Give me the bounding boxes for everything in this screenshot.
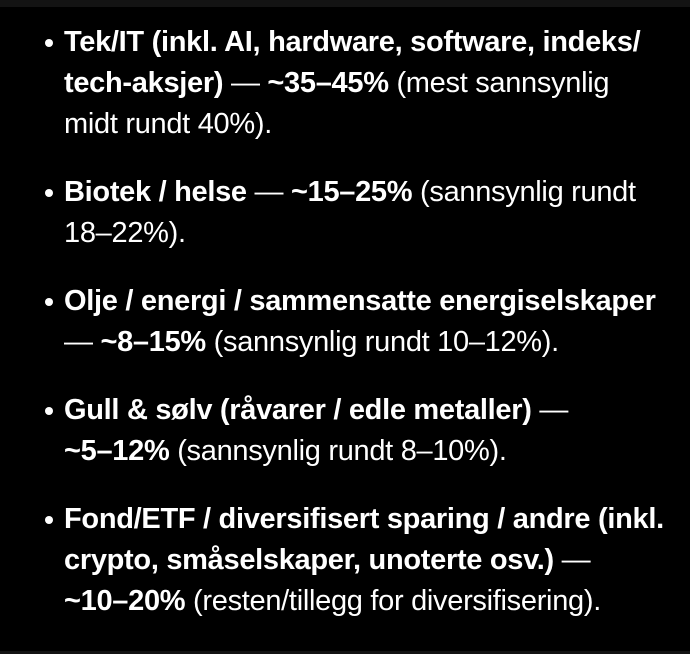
text-segment: (sannsynlig rundt 10–12%). xyxy=(205,326,559,358)
text-line xyxy=(64,104,690,145)
text-segment: — xyxy=(223,67,268,99)
bold-text-segment: Tek/IT (inkl. AI, hardware, software, indeks/ xyxy=(64,26,641,58)
bullet-icon xyxy=(45,39,53,47)
bold-text-segment: Biotek / helse xyxy=(64,176,247,208)
list-item xyxy=(0,22,690,145)
top-edge-divider xyxy=(0,0,690,7)
bold-text-segment: Fond/ETF / diversifisert sparing / andre (inkl. xyxy=(64,503,664,535)
bold-text-segment: ~8–15% xyxy=(100,326,206,358)
bullet-icon xyxy=(45,516,53,524)
bullet-icon xyxy=(45,189,53,197)
bold-text-segment: ~10–20% xyxy=(64,585,186,617)
text-line xyxy=(64,63,690,104)
list-item-text xyxy=(64,22,690,145)
bold-text-segment: tech-aksjer) xyxy=(64,67,224,99)
text-segment: (mest sannsynlig xyxy=(388,67,610,99)
bold-text-segment: ~15–25% xyxy=(290,176,413,208)
bold-text-segment: Olje / energi / sammensatte energiselskaper xyxy=(64,285,656,317)
text-line xyxy=(64,22,690,63)
text-line xyxy=(64,540,690,581)
text-line xyxy=(64,281,690,322)
list-item-text xyxy=(64,499,690,622)
text-line xyxy=(64,213,690,254)
bullet-icon xyxy=(45,407,53,415)
bold-text-segment: ~35–45% xyxy=(267,67,389,99)
text-segment: — xyxy=(531,394,569,426)
text-line xyxy=(64,499,690,540)
text-line xyxy=(64,431,690,472)
list-item xyxy=(0,499,690,622)
text-line xyxy=(64,390,690,431)
list-item xyxy=(0,281,690,363)
text-segment: — xyxy=(246,176,291,208)
bold-text-segment: ~5–12% xyxy=(64,435,170,467)
text-segment: — xyxy=(64,326,101,358)
text-segment: (resten/tillegg for diversifisering). xyxy=(185,585,601,617)
text-line xyxy=(64,172,690,213)
text-segment: midt rundt 40%). xyxy=(64,108,272,140)
text-segment: (sannsynlig rundt xyxy=(412,176,636,208)
list-item xyxy=(0,390,690,472)
list-item-text xyxy=(64,281,690,363)
list-item xyxy=(0,172,690,254)
bold-text-segment: crypto, småselskaper, unoterte osv.) xyxy=(64,544,554,576)
text-line xyxy=(64,581,690,622)
text-segment: (sannsynlig rundt 8–10%). xyxy=(169,435,507,467)
list-item-text xyxy=(64,390,690,472)
bullet-icon xyxy=(45,298,53,306)
text-segment: — xyxy=(553,544,591,576)
text-line xyxy=(64,322,690,363)
list-item-text xyxy=(64,172,690,254)
text-segment: 18–22%). xyxy=(64,217,186,249)
bold-text-segment: Gull & sølv (råvarer / edle metaller) xyxy=(64,394,532,426)
